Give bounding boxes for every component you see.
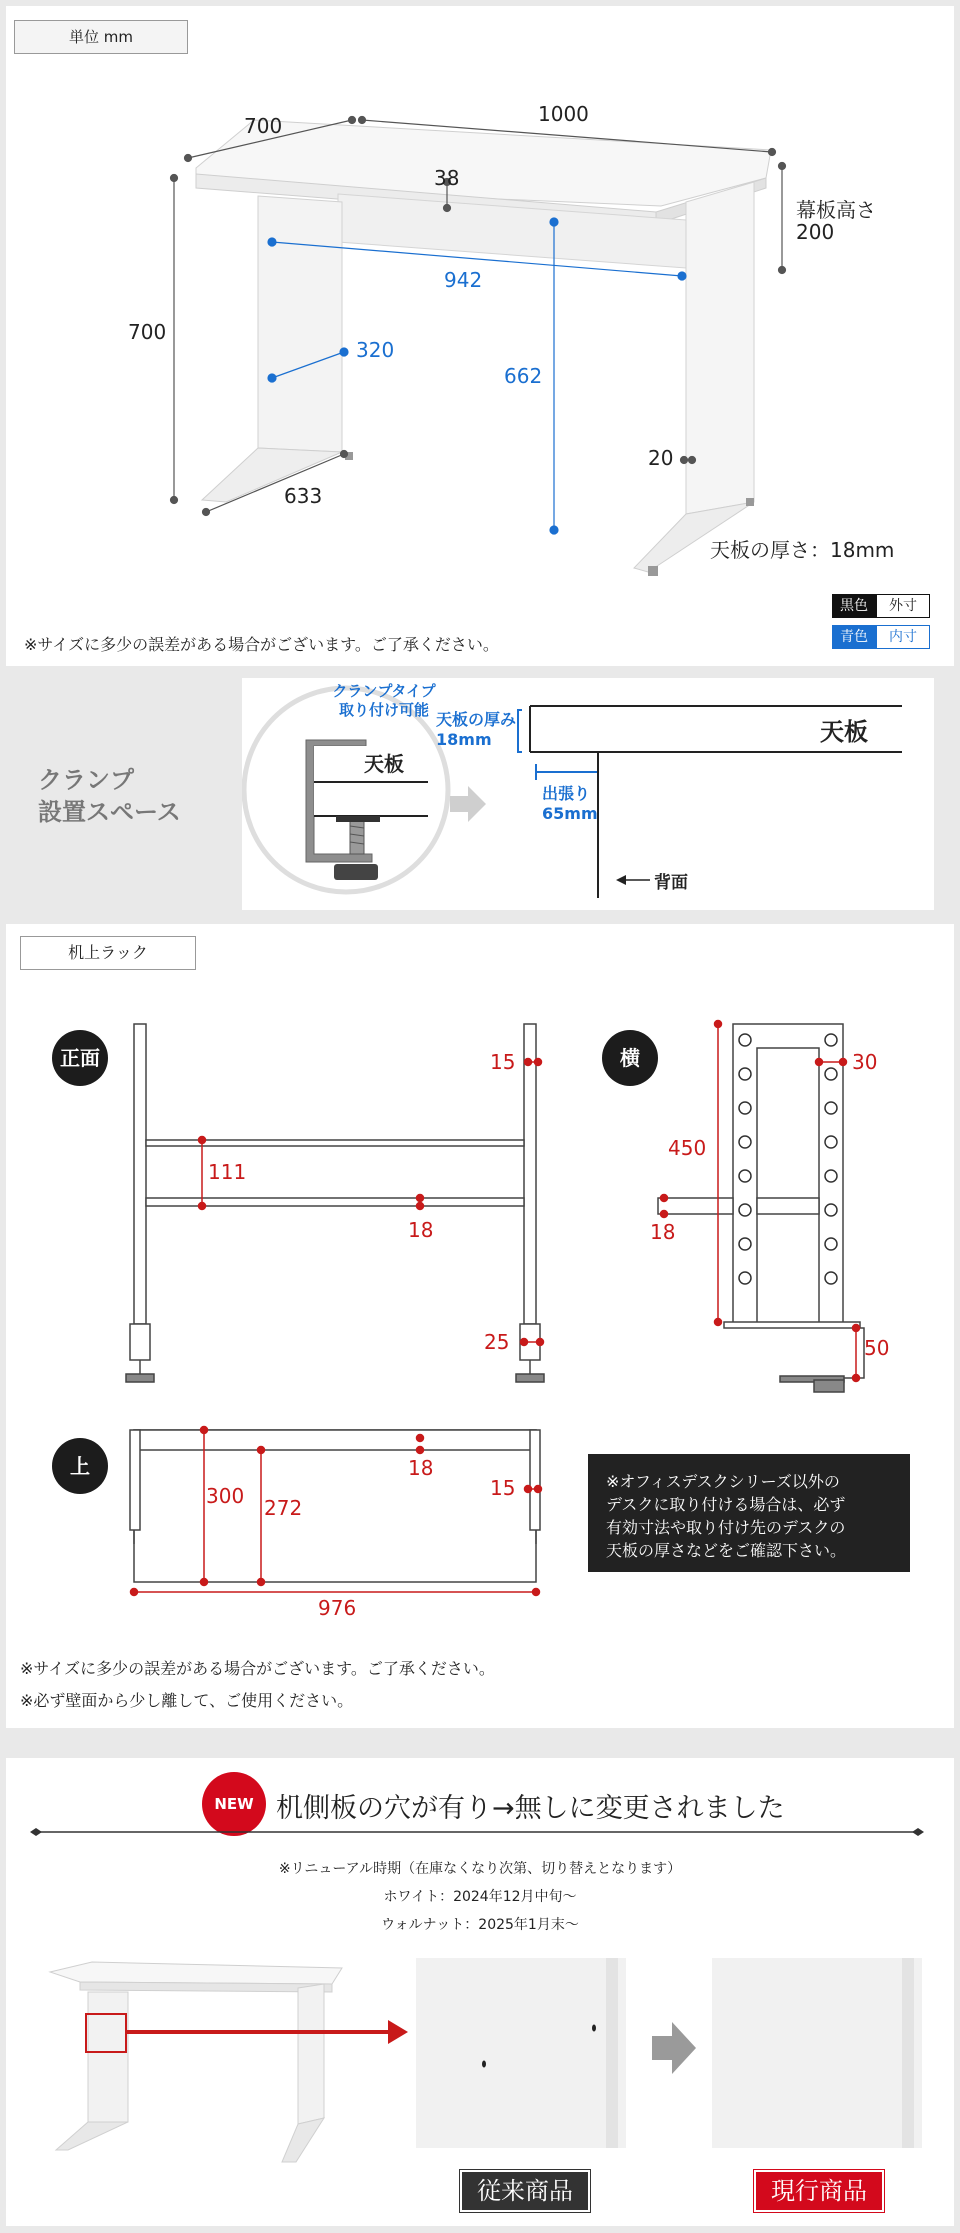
front-badge: 正面 (52, 1030, 108, 1086)
width-dim: 1000 (538, 102, 589, 126)
overhang-line2: 65mm (542, 804, 598, 823)
clamp-title-line1: クランプ (38, 766, 134, 794)
thickness-line1: 天板の厚み (436, 710, 517, 729)
white-date-text: ホワイト：2024年12月中旬〜 (383, 1889, 577, 1905)
rack-note-1: ※サイズに多少の誤差がある場合がございます。ご了承ください。 (20, 1659, 495, 1678)
front-clamp-dim: 25 (484, 1330, 510, 1354)
change-panel (6, 1758, 954, 2226)
clamp-type-text (314, 682, 454, 720)
change-drawing (6, 1758, 954, 2226)
desk-dimension-panel (6, 6, 954, 666)
clamp-title-line2: 設置スペース (38, 798, 181, 826)
overhang-line1: 出張り (542, 784, 591, 803)
inner-width-dim: 942 (444, 268, 483, 292)
clamp-diagram-box (242, 678, 934, 910)
desk-top-label: 天板 (820, 718, 868, 746)
legend-black: 黒色 (832, 594, 876, 618)
clamp-top-label: 天板 (364, 752, 404, 776)
depth-dim: 700 (244, 114, 283, 138)
legend-outer: 外寸 (876, 594, 930, 618)
back-label: 背面 (654, 873, 688, 893)
thickness-text (436, 710, 516, 750)
knee-height-dim: 662 (504, 364, 543, 388)
walnut-date-text: ウォルナット：2025年1月末〜 (381, 1917, 579, 1933)
front-post-dim: 15 (490, 1050, 516, 1074)
thickness-line2: 18mm (436, 730, 492, 749)
clamp-type-line1: クランプタイプ (332, 682, 436, 700)
desk-note: ※サイズに多少の誤差がある場合がございます。ご了承ください。 (24, 635, 499, 654)
rack-panel (6, 924, 954, 1728)
height-dim: 700 (128, 320, 167, 344)
notice-line-1: ※オフィスデスクシリーズ以外の (606, 1472, 840, 1491)
rack-note-2: ※必ず壁面から少し離して、ご使用ください。 (20, 1691, 354, 1710)
notice-line-2: デスクに取り付ける場合は、必ず (606, 1495, 846, 1514)
top-depth-dim: 300 (206, 1484, 245, 1508)
gap-top-dim: 38 (434, 166, 460, 190)
top-post-dim: 15 (490, 1476, 516, 1500)
rack-drawing (6, 924, 954, 1728)
front-shelf-gap-dim: 111 (208, 1160, 247, 1184)
front-shelf-dim: 18 (408, 1218, 434, 1242)
clamp-title (38, 764, 181, 828)
rack-notice (588, 1454, 910, 1572)
notice-line-3: 有効寸法や取り付け先のデスクの (606, 1518, 846, 1537)
clamp-section (0, 672, 960, 918)
panel-height-dim: 200 (796, 220, 835, 244)
old-product-label: 従来商品 (462, 2172, 588, 2210)
new-badge: NEW (202, 1772, 266, 1836)
legend-blue: 青色 (832, 625, 876, 649)
change-headline: 机側板の穴が有り→無しに変更されました (276, 1793, 785, 1824)
rack-title: 机上ラック (20, 936, 196, 970)
side-shelf-dim: 18 (650, 1220, 676, 1244)
unit-label: 単位 mm (14, 20, 188, 54)
clamp-type-line2: 取り付け可能 (338, 701, 429, 719)
top-inner-depth-dim: 272 (264, 1496, 303, 1520)
renewal-text: ※リニューアル時期（在庫なくなり次第、切り替えとなります） (278, 1861, 682, 1877)
top-thickness-dim: 天板の厚さ：18mm (710, 538, 895, 562)
new-product-label: 現行商品 (756, 2172, 882, 2210)
leg-gap-dim: 320 (356, 338, 395, 362)
notice-line-4: 天板の厚さなどをご確認下さい。 (606, 1541, 847, 1560)
side-post-dim: 30 (852, 1050, 878, 1074)
panel-height-label: 幕板高さ (796, 198, 876, 222)
top-width-dim: 976 (318, 1596, 357, 1620)
foot-depth-dim: 633 (284, 484, 323, 508)
side-badge: 横 (602, 1030, 658, 1086)
legend-inner: 内寸 (876, 625, 930, 649)
side-clamp-dim: 50 (864, 1336, 890, 1360)
side-height-dim: 450 (668, 1136, 707, 1160)
overhang-text (542, 784, 598, 824)
top-rail-dim: 18 (408, 1456, 434, 1480)
foot-height-dim: 20 (648, 446, 674, 470)
top-badge: 上 (52, 1438, 108, 1494)
